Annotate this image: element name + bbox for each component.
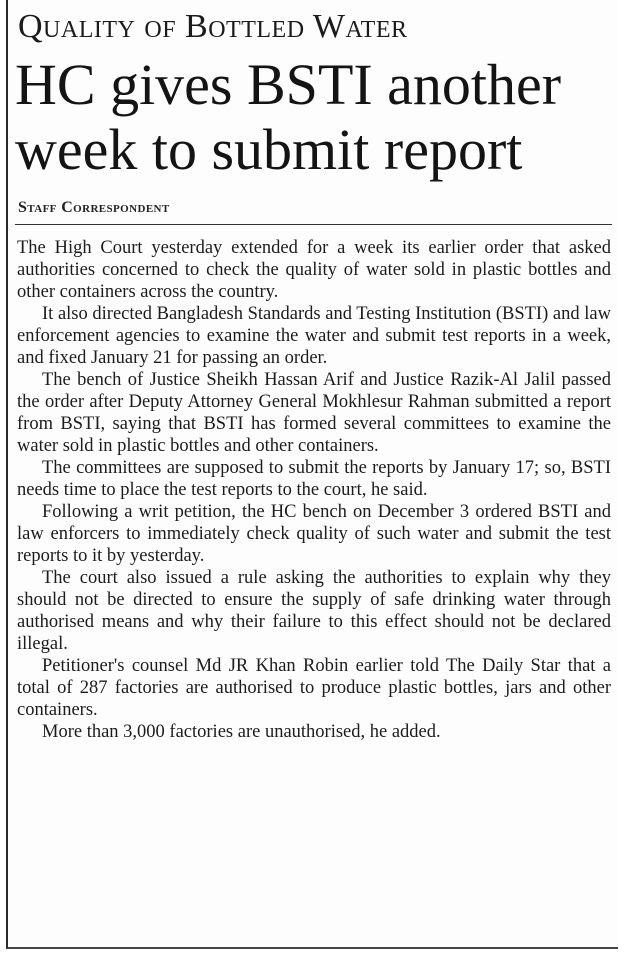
- paragraph: It also directed Bangladesh Standards and Testing Institution (BSTI) and law enforcement agencies to examine the water and submit test reports in a week, and fixed January 21 for passing an order.: [17, 304, 611, 368]
- headline-line-2: week to submit report: [15, 117, 523, 182]
- paragraph: The bench of Justice Sheikh Hassan Arif and Justice Razik-Al Jalil passed the order after Deputy Attorney General Mokhlesur Rahman submitted a report from BSTI, saying that BSTI has formed several committees to examine the water sold in plastic bottles and other containers.: [17, 370, 611, 456]
- headline: [15, 52, 615, 182]
- byline-divider: [15, 224, 612, 225]
- paragraph: Following a writ petition, the HC bench on December 3 ordered BSTI and law enforcers to immediately check quality of such water and submit the test reports to it by yesterday.: [17, 502, 611, 566]
- paragraph: The High Court yesterday extended for a week its earlier order that asked authorities concerned to check the quality of water sold in plastic bottles and other containers across the country.: [17, 238, 611, 302]
- paragraph: The committees are supposed to submit the reports by January 17; so, BSTI needs time to place the test reports to the court, he said.: [17, 458, 611, 500]
- kicker-headline: Quality of Bottled Water: [18, 8, 408, 45]
- paragraph: More than 3,000 factories are unauthorised, he added.: [42, 722, 441, 742]
- paragraph: The court also issued a rule asking the authorities to explain why they should not be directed to ensure the supply of safe drinking water through authorised means and why their failure to this effect should not be declared illegal.: [17, 568, 611, 654]
- article-body: [17, 237, 611, 743]
- byline: Staff Correspondent: [18, 199, 170, 216]
- headline-line-1: HC gives BSTI another: [15, 52, 562, 117]
- paragraph: Petitioner's counsel Md JR Khan Robin earlier told The Daily Star that a total of 287 factories are authorised to produce plastic bottles, jars and other containers.: [17, 656, 611, 720]
